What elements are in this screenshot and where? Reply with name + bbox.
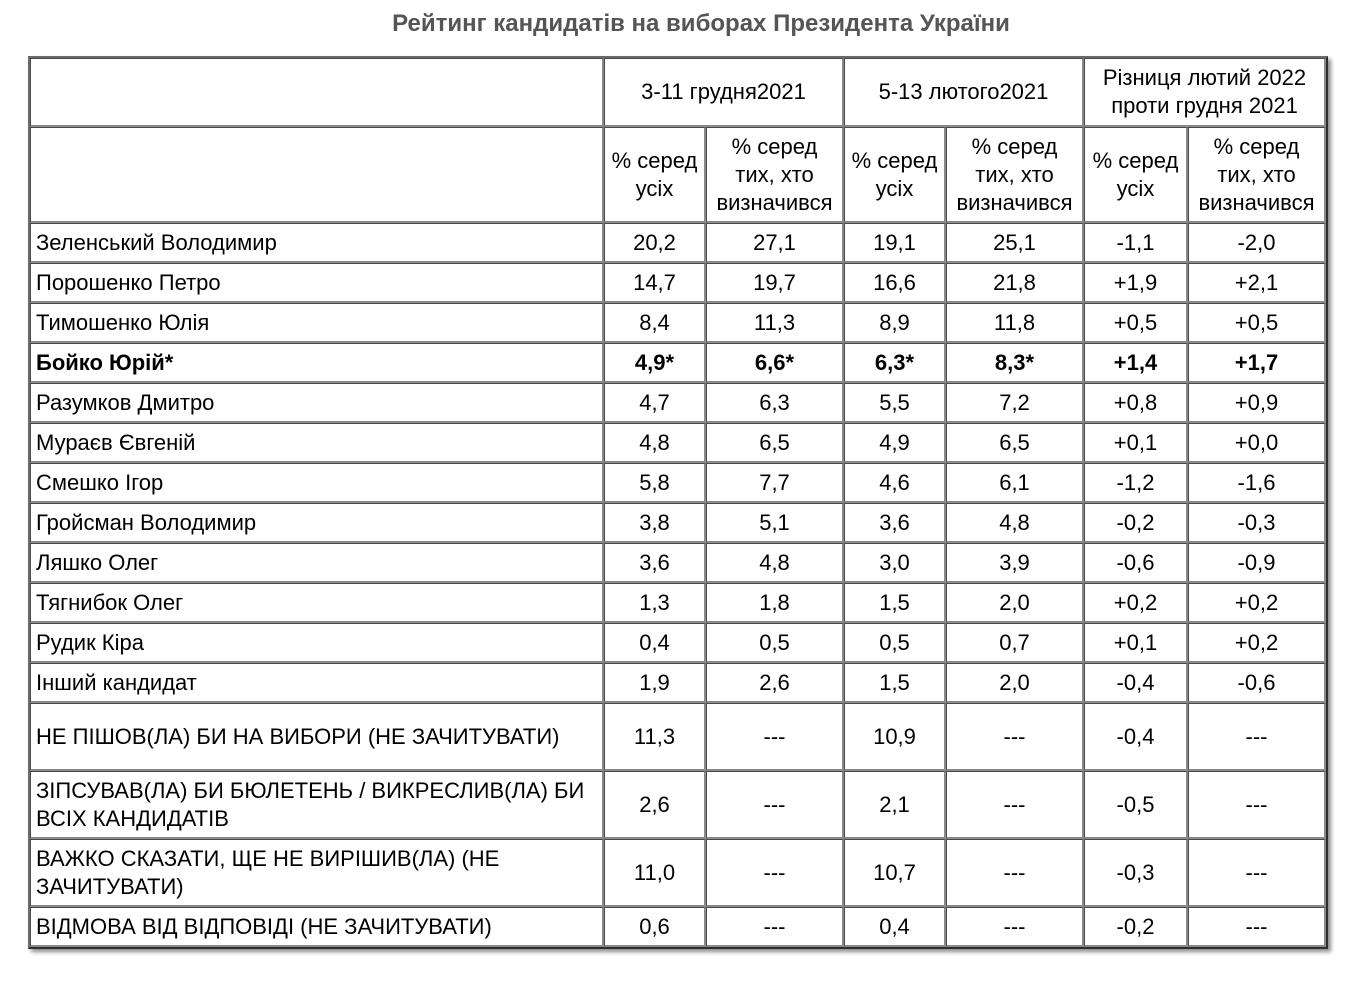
- header-sub-decided: % серед тих, хто визначився: [706, 127, 844, 223]
- value-cell: 1,5: [844, 583, 946, 623]
- value-cell: 6,5: [706, 423, 844, 463]
- table-row: [30, 663, 1326, 703]
- candidate-name: Разумков Дмитро: [30, 383, 604, 423]
- candidate-name: ЗІПСУВАВ(ЛА) БИ БЮЛЕТЕНЬ / ВИКРЕСЛИВ(ЛА) БИ ВСІХ КАНДИДАТІВ: [30, 771, 604, 839]
- value-cell: 3,6: [844, 503, 946, 543]
- value-cell: 0,7: [946, 623, 1084, 663]
- value-cell: +1,4: [1084, 343, 1188, 383]
- value-cell: 4,8: [706, 543, 844, 583]
- value-cell: 14,7: [604, 263, 706, 303]
- value-cell: -2,0: [1188, 223, 1326, 263]
- table-row: [30, 703, 1326, 771]
- value-cell: 3,0: [844, 543, 946, 583]
- table-row: [30, 623, 1326, 663]
- table-row: [30, 383, 1326, 423]
- value-cell: 4,9: [844, 423, 946, 463]
- value-cell: -1,1: [1084, 223, 1188, 263]
- value-cell: 0,6: [604, 907, 706, 947]
- value-cell: ---: [1188, 907, 1326, 947]
- page-title: Рейтинг кандидатів на виборах Президента України: [392, 10, 1010, 37]
- value-cell: 19,1: [844, 223, 946, 263]
- value-cell: -0,9: [1188, 543, 1326, 583]
- candidate-name: Бойко Юрій*: [30, 343, 604, 383]
- value-cell: +2,1: [1188, 263, 1326, 303]
- value-cell: 0,4: [604, 623, 706, 663]
- candidate-name: ВАЖКО СКАЗАТИ, ЩЕ НЕ ВИРІШИВ(ЛА) (НЕ ЗАЧИТУВАТИ): [30, 839, 604, 907]
- header-period-december: 3-11 грудня2021: [604, 58, 844, 127]
- value-cell: +0,1: [1084, 423, 1188, 463]
- value-cell: 11,8: [946, 303, 1084, 343]
- table-row: [30, 263, 1326, 303]
- value-cell: 10,9: [844, 703, 946, 771]
- value-cell: 7,2: [946, 383, 1084, 423]
- table-row: [30, 463, 1326, 503]
- value-cell: -0,3: [1084, 839, 1188, 907]
- table-row: [30, 223, 1326, 263]
- value-cell: 6,3*: [844, 343, 946, 383]
- value-cell: +0,0: [1188, 423, 1326, 463]
- table-row: [30, 343, 1326, 383]
- value-cell: 3,9: [946, 543, 1084, 583]
- value-cell: 8,3*: [946, 343, 1084, 383]
- value-cell: 2,6: [604, 771, 706, 839]
- value-cell: 2,0: [946, 583, 1084, 623]
- value-cell: ---: [706, 703, 844, 771]
- header-sub-decided: % серед тих, хто визначився: [1188, 127, 1326, 223]
- value-cell: +0,9: [1188, 383, 1326, 423]
- value-cell: ---: [946, 907, 1084, 947]
- table-row: [30, 543, 1326, 583]
- value-cell: -0,2: [1084, 907, 1188, 947]
- table-row: [30, 839, 1326, 907]
- value-cell: 0,5: [706, 623, 844, 663]
- candidate-name: НЕ ПІШОВ(ЛА) БИ НА ВИБОРИ (НЕ ЗАЧИТУВАТИ): [30, 703, 604, 771]
- value-cell: ---: [1188, 839, 1326, 907]
- value-cell: ---: [946, 771, 1084, 839]
- value-cell: -1,6: [1188, 463, 1326, 503]
- value-cell: 11,3: [604, 703, 706, 771]
- value-cell: 2,1: [844, 771, 946, 839]
- value-cell: 5,1: [706, 503, 844, 543]
- candidate-name: Ляшко Олег: [30, 543, 604, 583]
- value-cell: -0,4: [1084, 703, 1188, 771]
- value-cell: +0,1: [1084, 623, 1188, 663]
- value-cell: +1,9: [1084, 263, 1188, 303]
- value-cell: ---: [706, 771, 844, 839]
- value-cell: ---: [946, 703, 1084, 771]
- candidate-name: Тягнибок Олег: [30, 583, 604, 623]
- value-cell: ---: [1188, 703, 1326, 771]
- value-cell: 2,0: [946, 663, 1084, 703]
- value-cell: -0,6: [1084, 543, 1188, 583]
- value-cell: ---: [706, 907, 844, 947]
- value-cell: 7,7: [706, 463, 844, 503]
- value-cell: 3,6: [604, 543, 706, 583]
- value-cell: 11,0: [604, 839, 706, 907]
- value-cell: 20,2: [604, 223, 706, 263]
- candidate-name: Мураєв Євгеній: [30, 423, 604, 463]
- value-cell: ---: [706, 839, 844, 907]
- value-cell: 11,3: [706, 303, 844, 343]
- candidate-name: Тимошенко Юлія: [30, 303, 604, 343]
- header-sub-all: % серед усіх: [604, 127, 706, 223]
- value-cell: 19,7: [706, 263, 844, 303]
- header-sub-all: % серед усіх: [844, 127, 946, 223]
- value-cell: +0,2: [1188, 623, 1326, 663]
- table-row: [30, 303, 1326, 343]
- value-cell: +0,5: [1188, 303, 1326, 343]
- header-empty-cell: [30, 127, 604, 223]
- value-cell: 4,9*: [604, 343, 706, 383]
- header-period-february: 5-13 лютого2021: [844, 58, 1084, 127]
- candidate-name: Зеленський Володимир: [30, 223, 604, 263]
- value-cell: -0,5: [1084, 771, 1188, 839]
- value-cell: ---: [946, 839, 1084, 907]
- header-sub-decided: % серед тих, хто визначився: [946, 127, 1084, 223]
- value-cell: 16,6: [844, 263, 946, 303]
- value-cell: 6,1: [946, 463, 1084, 503]
- value-cell: 4,7: [604, 383, 706, 423]
- value-cell: 0,4: [844, 907, 946, 947]
- value-cell: 10,7: [844, 839, 946, 907]
- table-row: [30, 583, 1326, 623]
- candidate-name: ВІДМОВА ВІД ВІДПОВІДІ (НЕ ЗАЧИТУВАТИ): [30, 907, 604, 947]
- value-cell: +0,8: [1084, 383, 1188, 423]
- header-row-periods: [30, 58, 1326, 127]
- value-cell: 3,8: [604, 503, 706, 543]
- header-sub-all: % серед усіх: [1084, 127, 1188, 223]
- value-cell: 27,1: [706, 223, 844, 263]
- candidate-name: Порошенко Петро: [30, 263, 604, 303]
- table-row: [30, 907, 1326, 947]
- value-cell: 6,5: [946, 423, 1084, 463]
- candidate-name: Інший кандидат: [30, 663, 604, 703]
- value-cell: 21,8: [946, 263, 1084, 303]
- value-cell: 4,8: [604, 423, 706, 463]
- value-cell: +0,5: [1084, 303, 1188, 343]
- value-cell: +0,2: [1188, 583, 1326, 623]
- value-cell: -1,2: [1084, 463, 1188, 503]
- table-row: [30, 503, 1326, 543]
- value-cell: -0,6: [1188, 663, 1326, 703]
- header-empty-cell: [30, 58, 604, 127]
- value-cell: -0,4: [1084, 663, 1188, 703]
- value-cell: 1,5: [844, 663, 946, 703]
- candidate-name: Рудик Кіра: [30, 623, 604, 663]
- value-cell: 5,5: [844, 383, 946, 423]
- header-difference: Різниця лютий 2022 проти грудня 2021: [1084, 58, 1326, 127]
- value-cell: +0,2: [1084, 583, 1188, 623]
- value-cell: -0,2: [1084, 503, 1188, 543]
- value-cell: 1,3: [604, 583, 706, 623]
- header-row-subcolumns: [30, 127, 1326, 223]
- value-cell: 8,4: [604, 303, 706, 343]
- value-cell: ---: [1188, 771, 1326, 839]
- value-cell: 5,8: [604, 463, 706, 503]
- value-cell: 1,9: [604, 663, 706, 703]
- value-cell: 0,5: [844, 623, 946, 663]
- value-cell: 4,6: [844, 463, 946, 503]
- table-row: [30, 771, 1326, 839]
- value-cell: 25,1: [946, 223, 1084, 263]
- rating-table: [28, 56, 1328, 949]
- candidate-name: Гройсман Володимир: [30, 503, 604, 543]
- table-row: [30, 423, 1326, 463]
- value-cell: +1,7: [1188, 343, 1326, 383]
- value-cell: 2,6: [706, 663, 844, 703]
- candidate-name: Смешко Ігор: [30, 463, 604, 503]
- value-cell: -0,3: [1188, 503, 1326, 543]
- value-cell: 8,9: [844, 303, 946, 343]
- value-cell: 4,8: [946, 503, 1084, 543]
- rating-table-wrapper: [28, 56, 1328, 949]
- value-cell: 1,8: [706, 583, 844, 623]
- value-cell: 6,3: [706, 383, 844, 423]
- value-cell: 6,6*: [706, 343, 844, 383]
